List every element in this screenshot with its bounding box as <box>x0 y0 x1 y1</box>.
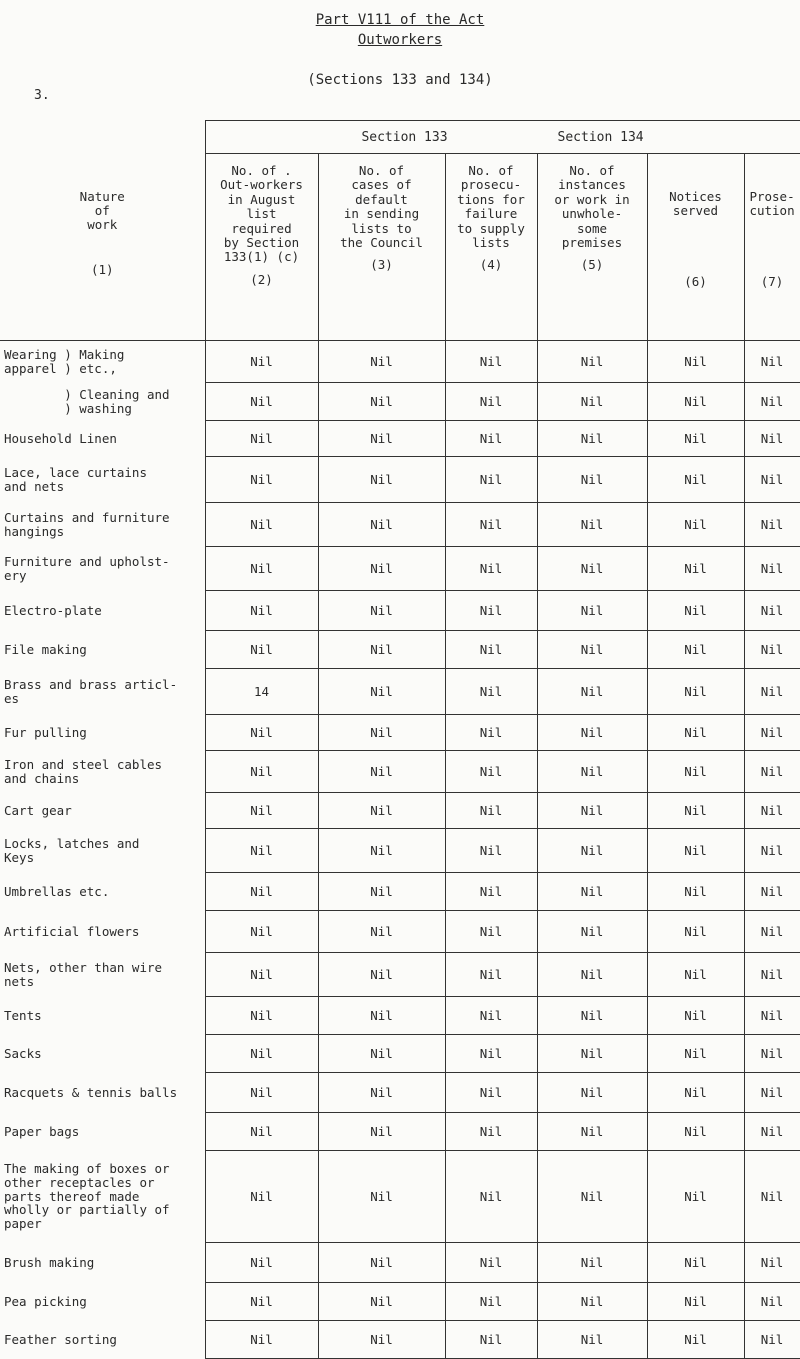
value-cell-col-7: Nil <box>744 383 800 421</box>
value-cell-col-6: Nil <box>647 997 744 1035</box>
table-row <box>0 829 800 873</box>
page-number: 3. <box>34 88 50 103</box>
table-row <box>0 341 800 383</box>
value-cell-col-4: Nil <box>445 829 537 873</box>
value-cell-col-5: Nil <box>537 1035 647 1073</box>
table-body <box>0 341 800 1359</box>
value-cell-col-4: Nil <box>445 1243 537 1283</box>
table-row <box>0 1151 800 1243</box>
column-header-4 <box>445 154 537 341</box>
nature-of-work-cell: Curtains and furniture hangings <box>0 503 205 547</box>
section-header <box>205 121 800 154</box>
value-cell-col-6: Nil <box>647 1321 744 1359</box>
column-header-line: the Council <box>340 234 423 250</box>
column-header-3 <box>318 154 445 341</box>
column-header-line: by Section <box>223 234 300 250</box>
value-cell-col-2: Nil <box>205 715 318 751</box>
value-cell-col-5: Nil <box>537 873 647 911</box>
value-cell-col-3: Nil <box>318 1035 445 1073</box>
column-header-line: No. of <box>569 163 615 178</box>
nature-of-work-cell: Lace, lace curtains and nets <box>0 457 205 503</box>
value-cell-col-4: Nil <box>445 751 537 793</box>
value-cell-col-5: Nil <box>537 715 647 751</box>
value-cell-col-3: Nil <box>318 1073 445 1113</box>
column-header-line: lists <box>472 234 510 250</box>
value-cell-col-3: Nil <box>318 873 445 911</box>
column-header-line: of <box>94 202 110 218</box>
value-cell-col-5: Nil <box>537 793 647 829</box>
section-header-row <box>0 121 800 154</box>
column-header-line: or work in <box>554 191 630 207</box>
value-cell-col-5: Nil <box>537 1321 647 1359</box>
column-number: (4) <box>479 257 503 273</box>
value-cell-col-7: Nil <box>744 829 800 873</box>
value-cell-col-5: Nil <box>537 1113 647 1151</box>
value-cell-col-6: Nil <box>647 1113 744 1151</box>
value-cell-col-6: Nil <box>647 1243 744 1283</box>
value-cell-col-4: Nil <box>445 793 537 829</box>
value-cell-col-2: Nil <box>205 503 318 547</box>
column-header-line: unwhole- <box>561 206 623 222</box>
value-cell-col-3: Nil <box>318 997 445 1035</box>
value-cell-col-2: Nil <box>205 1035 318 1073</box>
value-cell-col-3: Nil <box>318 421 445 457</box>
nature-of-work-cell: Nets, other than wire nets <box>0 953 205 997</box>
value-cell-col-6: Nil <box>647 547 744 591</box>
column-header-line: 133(1) (c) <box>223 249 300 265</box>
value-cell-col-4: Nil <box>445 1113 537 1151</box>
value-cell-col-7: Nil <box>744 1321 800 1359</box>
column-header-row <box>0 154 800 341</box>
column-header-line: premises <box>561 234 623 250</box>
value-cell-col-5: Nil <box>537 457 647 503</box>
value-cell-col-6: Nil <box>647 457 744 503</box>
column-number: (3) <box>370 257 393 273</box>
table-row <box>0 631 800 669</box>
nature-of-work-cell: Artificial flowers <box>0 911 205 953</box>
value-cell-col-2: Nil <box>205 1151 318 1243</box>
column-header-line: prosecu- <box>460 177 522 193</box>
column-number: (1) <box>90 261 114 277</box>
value-cell-col-4: Nil <box>445 1321 537 1359</box>
column-header-line: Nature <box>79 188 125 204</box>
nature-of-work-cell: Wearing ) Making apparel ) etc., <box>0 341 205 383</box>
value-cell-col-7: Nil <box>744 1113 800 1151</box>
table-row <box>0 457 800 503</box>
nature-of-work-cell: Brass and brass articl- es <box>0 669 205 715</box>
column-header-line: some <box>576 220 608 236</box>
value-cell-col-6: Nil <box>647 1035 744 1073</box>
value-cell-col-4: Nil <box>445 631 537 669</box>
nature-of-work-cell: Paper bags <box>0 1113 205 1151</box>
value-cell-col-4: Nil <box>445 591 537 631</box>
value-cell-col-3: Nil <box>318 591 445 631</box>
value-cell-col-2: Nil <box>205 1113 318 1151</box>
value-cell-col-7: Nil <box>744 873 800 911</box>
value-cell-col-7: Nil <box>744 421 800 457</box>
value-cell-col-5: Nil <box>537 669 647 715</box>
value-cell-col-5: Nil <box>537 829 647 873</box>
column-header-6 <box>647 154 744 341</box>
subject-title: Outworkers <box>357 32 443 48</box>
value-cell-col-7: Nil <box>744 1243 800 1283</box>
value-cell-col-3: Nil <box>318 341 445 383</box>
column-header-line: failure <box>464 206 518 222</box>
column-header-line: in August <box>227 191 296 207</box>
value-cell-col-2: Nil <box>205 873 318 911</box>
value-cell-col-2: Nil <box>205 1073 318 1113</box>
table-row <box>0 1073 800 1113</box>
value-cell-col-3: Nil <box>318 631 445 669</box>
nature-of-work-cell: Brush making <box>0 1243 205 1283</box>
column-header-line: cases of <box>351 177 412 193</box>
value-cell-col-2: 14 <box>205 669 318 715</box>
value-cell-col-7: Nil <box>744 715 800 751</box>
value-cell-col-2: Nil <box>205 1283 318 1321</box>
column-header-line: Prose- <box>749 189 795 204</box>
value-cell-col-6: Nil <box>647 631 744 669</box>
section-134-label: Section 134 <box>557 129 644 145</box>
column-header-line: list <box>246 206 277 222</box>
value-cell-col-4: Nil <box>445 383 537 421</box>
value-cell-col-3: Nil <box>318 829 445 873</box>
value-cell-col-3: Nil <box>318 669 445 715</box>
value-cell-col-3: Nil <box>318 1283 445 1321</box>
nature-of-work-cell: Fur pulling <box>0 715 205 751</box>
value-cell-col-4: Nil <box>445 669 537 715</box>
nature-of-work-cell: Locks, latches and Keys <box>0 829 205 873</box>
value-cell-col-4: Nil <box>445 547 537 591</box>
value-cell-col-5: Nil <box>537 383 647 421</box>
value-cell-col-3: Nil <box>318 793 445 829</box>
value-cell-col-4: Nil <box>445 421 537 457</box>
nature-of-work-cell: Umbrellas etc. <box>0 873 205 911</box>
column-header-line: to supply <box>457 220 525 236</box>
column-header-line: instances <box>558 177 626 193</box>
value-cell-col-2: Nil <box>205 953 318 997</box>
table-row <box>0 503 800 547</box>
column-header-1 <box>0 154 205 341</box>
value-cell-col-2: Nil <box>205 1321 318 1359</box>
value-cell-col-4: Nil <box>445 1151 537 1243</box>
nature-of-work-cell: ) Cleaning and ) washing <box>0 383 205 421</box>
value-cell-col-3: Nil <box>318 1243 445 1283</box>
value-cell-col-5: Nil <box>537 591 647 631</box>
value-cell-col-3: Nil <box>318 547 445 591</box>
column-header-2 <box>205 154 318 341</box>
value-cell-col-5: Nil <box>537 953 647 997</box>
column-number: (5) <box>580 257 604 273</box>
value-cell-col-4: Nil <box>445 911 537 953</box>
table-row <box>0 1113 800 1151</box>
value-cell-col-7: Nil <box>744 793 800 829</box>
value-cell-col-5: Nil <box>537 421 647 457</box>
value-cell-col-4: Nil <box>445 873 537 911</box>
value-cell-col-6: Nil <box>647 873 744 911</box>
value-cell-col-7: Nil <box>744 503 800 547</box>
value-cell-col-7: Nil <box>744 911 800 953</box>
value-cell-col-5: Nil <box>537 1243 647 1283</box>
value-cell-col-4: Nil <box>445 997 537 1035</box>
table-row <box>0 383 800 421</box>
value-cell-col-4: Nil <box>445 715 537 751</box>
part-title: Part V111 of the Act <box>315 12 485 28</box>
value-cell-col-5: Nil <box>537 341 647 383</box>
nature-of-work-cell: File making <box>0 631 205 669</box>
column-header-line: served <box>672 203 719 219</box>
value-cell-col-7: Nil <box>744 997 800 1035</box>
table-row <box>0 751 800 793</box>
value-cell-col-2: Nil <box>205 1243 318 1283</box>
value-cell-col-7: Nil <box>744 591 800 631</box>
value-cell-col-4: Nil <box>445 457 537 503</box>
value-cell-col-6: Nil <box>647 829 744 873</box>
table-row <box>0 547 800 591</box>
value-cell-col-7: Nil <box>744 457 800 503</box>
value-cell-col-6: Nil <box>647 1073 744 1113</box>
value-cell-col-6: Nil <box>647 751 744 793</box>
table-row <box>0 715 800 751</box>
value-cell-col-3: Nil <box>318 1321 445 1359</box>
value-cell-col-6: Nil <box>647 503 744 547</box>
value-cell-col-5: Nil <box>537 1073 647 1113</box>
value-cell-col-4: Nil <box>445 953 537 997</box>
table-row <box>0 1321 800 1359</box>
table-row <box>0 953 800 997</box>
column-header-line: Out-workers <box>220 177 303 193</box>
table-row <box>0 1283 800 1321</box>
value-cell-col-6: Nil <box>647 421 744 457</box>
nature-of-work-cell: Racquets & tennis balls <box>0 1073 205 1113</box>
outworkers-table <box>0 120 800 1359</box>
value-cell-col-2: Nil <box>205 751 318 793</box>
value-cell-col-6: Nil <box>647 1283 744 1321</box>
value-cell-col-7: Nil <box>744 751 800 793</box>
value-cell-col-3: Nil <box>318 751 445 793</box>
nature-of-work-cell: Sacks <box>0 1035 205 1073</box>
value-cell-col-2: Nil <box>205 341 318 383</box>
value-cell-col-5: Nil <box>537 911 647 953</box>
value-cell-col-5: Nil <box>537 547 647 591</box>
value-cell-col-4: Nil <box>445 1073 537 1113</box>
column-header-line: No. of . <box>231 163 292 178</box>
nature-of-work-cell: Furniture and upholst- ery <box>0 547 205 591</box>
value-cell-col-3: Nil <box>318 383 445 421</box>
column-header-line: default <box>355 191 408 207</box>
value-cell-col-3: Nil <box>318 715 445 751</box>
value-cell-col-5: Nil <box>537 1151 647 1243</box>
value-cell-col-3: Nil <box>318 1113 445 1151</box>
value-cell-col-4: Nil <box>445 1035 537 1073</box>
column-number: (2) <box>250 271 273 287</box>
value-cell-col-7: Nil <box>744 1151 800 1243</box>
column-header-line: No. of <box>468 163 514 178</box>
value-cell-col-5: Nil <box>537 751 647 793</box>
value-cell-col-5: Nil <box>537 997 647 1035</box>
value-cell-col-2: Nil <box>205 997 318 1035</box>
value-cell-col-2: Nil <box>205 793 318 829</box>
value-cell-col-7: Nil <box>744 1073 800 1113</box>
value-cell-col-2: Nil <box>205 421 318 457</box>
value-cell-col-4: Nil <box>445 503 537 547</box>
value-cell-col-3: Nil <box>318 457 445 503</box>
column-header-line: in sending <box>343 206 420 222</box>
value-cell-col-2: Nil <box>205 547 318 591</box>
nature-of-work-cell: Iron and steel cables and chains <box>0 751 205 793</box>
value-cell-col-2: Nil <box>205 591 318 631</box>
nature-of-work-cell: The making of boxes or other receptacles or parts thereof made wholly or partially of paper <box>0 1151 205 1243</box>
table-row <box>0 793 800 829</box>
value-cell-col-7: Nil <box>744 669 800 715</box>
value-cell-col-6: Nil <box>647 793 744 829</box>
nature-of-work-cell: Household Linen <box>0 421 205 457</box>
column-header-line: No. of <box>358 163 405 178</box>
value-cell-col-5: Nil <box>537 631 647 669</box>
value-cell-col-3: Nil <box>318 503 445 547</box>
value-cell-col-2: Nil <box>205 457 318 503</box>
value-cell-col-6: Nil <box>647 911 744 953</box>
value-cell-col-6: Nil <box>647 341 744 383</box>
table-row <box>0 1035 800 1073</box>
column-header-line: lists to <box>351 220 412 236</box>
nature-of-work-cell: Electro-plate <box>0 591 205 631</box>
value-cell-col-6: Nil <box>647 1151 744 1243</box>
value-cell-col-7: Nil <box>744 547 800 591</box>
value-cell-col-2: Nil <box>205 911 318 953</box>
value-cell-col-3: Nil <box>318 911 445 953</box>
table-row <box>0 997 800 1035</box>
column-number: (7) <box>760 273 784 289</box>
nature-of-work-cell: Feather sorting <box>0 1321 205 1359</box>
nature-of-work-cell: Cart gear <box>0 793 205 829</box>
value-cell-col-2: Nil <box>205 631 318 669</box>
value-cell-col-5: Nil <box>537 503 647 547</box>
value-cell-col-7: Nil <box>744 953 800 997</box>
table-row <box>0 421 800 457</box>
value-cell-col-7: Nil <box>744 631 800 669</box>
value-cell-col-3: Nil <box>318 953 445 997</box>
value-cell-col-6: Nil <box>647 591 744 631</box>
nature-of-work-cell: Tents <box>0 997 205 1035</box>
value-cell-col-6: Nil <box>647 715 744 751</box>
table-row <box>0 1243 800 1283</box>
value-cell-col-6: Nil <box>647 953 744 997</box>
column-number: (6) <box>684 273 707 289</box>
table-row <box>0 873 800 911</box>
column-header-line: Notices <box>669 189 722 204</box>
value-cell-col-4: Nil <box>445 341 537 383</box>
value-cell-col-3: Nil <box>318 1151 445 1243</box>
value-cell-col-5: Nil <box>537 1283 647 1321</box>
value-cell-col-4: Nil <box>445 1283 537 1321</box>
blank-header-cell <box>0 121 205 154</box>
column-header-line: cution <box>749 203 795 219</box>
section-133-label: Section 133 <box>361 129 448 145</box>
column-header-5 <box>537 154 647 341</box>
value-cell-col-2: Nil <box>205 383 318 421</box>
value-cell-col-6: Nil <box>647 669 744 715</box>
column-header-7 <box>744 154 800 341</box>
table-row <box>0 591 800 631</box>
table-row <box>0 669 800 715</box>
value-cell-col-7: Nil <box>744 1283 800 1321</box>
column-header-line: tions for <box>457 191 525 207</box>
column-header-line: work <box>87 217 118 233</box>
value-cell-col-7: Nil <box>744 341 800 383</box>
value-cell-col-2: Nil <box>205 829 318 873</box>
sections-subtitle: (Sections 133 and 134) <box>307 72 493 88</box>
table-row <box>0 911 800 953</box>
nature-of-work-cell: Pea picking <box>0 1283 205 1321</box>
value-cell-col-7: Nil <box>744 1035 800 1073</box>
column-header-line: required <box>231 220 292 236</box>
value-cell-col-6: Nil <box>647 383 744 421</box>
